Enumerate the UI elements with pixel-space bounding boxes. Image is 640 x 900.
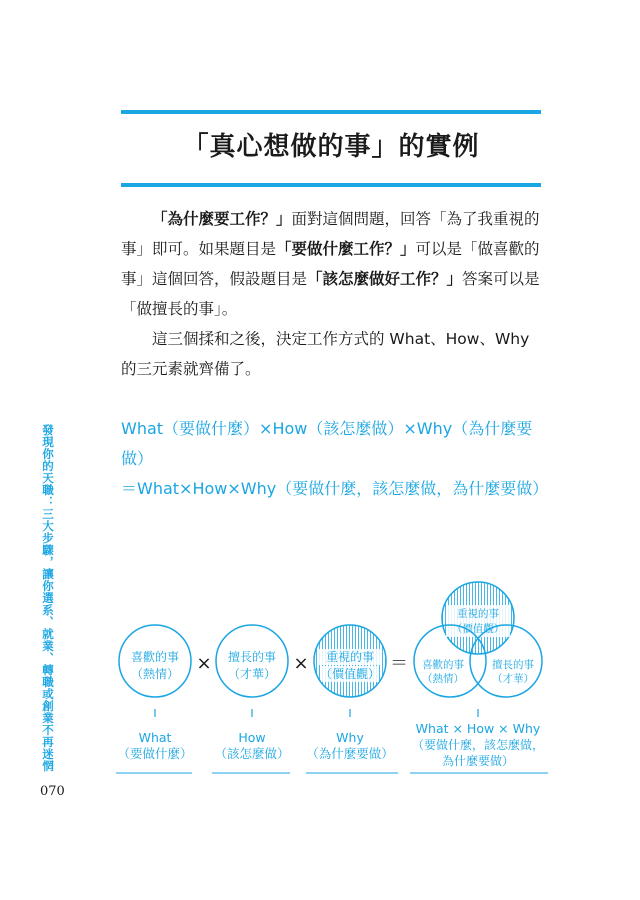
venn-right-line1: 擅長的事 [492, 659, 534, 671]
circle-talent [216, 625, 288, 697]
venn-top-line2: （價值觀） [451, 623, 505, 635]
bold-question: 「要做什麼工作？」 [276, 240, 416, 258]
title-bottom-rule [121, 183, 541, 187]
venn-left-line1: 喜歡的事 [422, 659, 464, 671]
title-top-rule [121, 110, 541, 114]
venn-left-line2: （熱情） [422, 673, 464, 685]
body-segment: 可以是「做喜歡的事」這個回答，假設題目是 [121, 240, 540, 288]
formula [121, 414, 549, 504]
formula-line-2: ＝What×How×Why（要做什麼，該怎麼做，為什麼要做） [121, 479, 549, 498]
paragraph-1 [121, 204, 541, 324]
bold-question: 「該怎麼做好工作？」 [307, 270, 463, 288]
equals-operator: ＝ [390, 653, 408, 674]
times-operator-2: × [293, 653, 309, 674]
circle-values [314, 625, 386, 697]
body-segment: 面對這個問題，回答「為了我重視的事」即可。如果題目是 [121, 210, 540, 258]
circle-passion-line1: 喜歡的事 [130, 650, 180, 664]
times-operator-1: × [196, 653, 212, 674]
circle-passion [119, 625, 191, 697]
label-how-sub: （該怎麼做） [214, 746, 290, 761]
circle-passion-line2: （熱情） [130, 667, 180, 681]
venn-group [414, 582, 542, 697]
venn-right-line2: （才華） [492, 673, 534, 685]
circle-values-line2: （價值觀） [319, 667, 381, 681]
circle-values-line1: 重視的事 [325, 650, 375, 664]
circle-talent-line1: 擅長的事 [227, 650, 277, 664]
venn-diagram [0, 575, 640, 790]
circle-talent-line2: （才華） [227, 667, 277, 681]
body-text [121, 204, 541, 384]
label-result-line3: 為什麼要做） [441, 754, 515, 768]
label-what: What [138, 730, 172, 745]
page-title: 「真心想做的事」的實例 [182, 132, 480, 162]
page-number: 070 [40, 784, 65, 799]
label-how: How [238, 730, 266, 745]
body-segment: 答案可以是「做擅長的事」。 [121, 270, 540, 318]
label-what-sub: （要做什麼） [117, 746, 193, 761]
label-result-line1: What × How × Why [415, 721, 541, 736]
label-why-sub: （為什麼要做） [306, 746, 394, 761]
venn-top-line1: 重視的事 [457, 608, 499, 620]
label-why: Why [336, 730, 364, 745]
formula-line-1: What（要做什麼）×How（該怎麼做）×Why（為什麼要做） [121, 419, 533, 468]
label-result-line2: （要做什麼，該怎麼做， [411, 738, 545, 752]
side-book-title: 發現你的天職：三大步驟，讓你選系、就業、轉職或創業不再迷惘 [41, 424, 55, 772]
bold-question: 「為什麼要工作？」 [152, 210, 292, 228]
paragraph-2: 這三個揉和之後，決定工作方式的 What、How、Why 的三元素就齊備了。 [121, 330, 530, 378]
